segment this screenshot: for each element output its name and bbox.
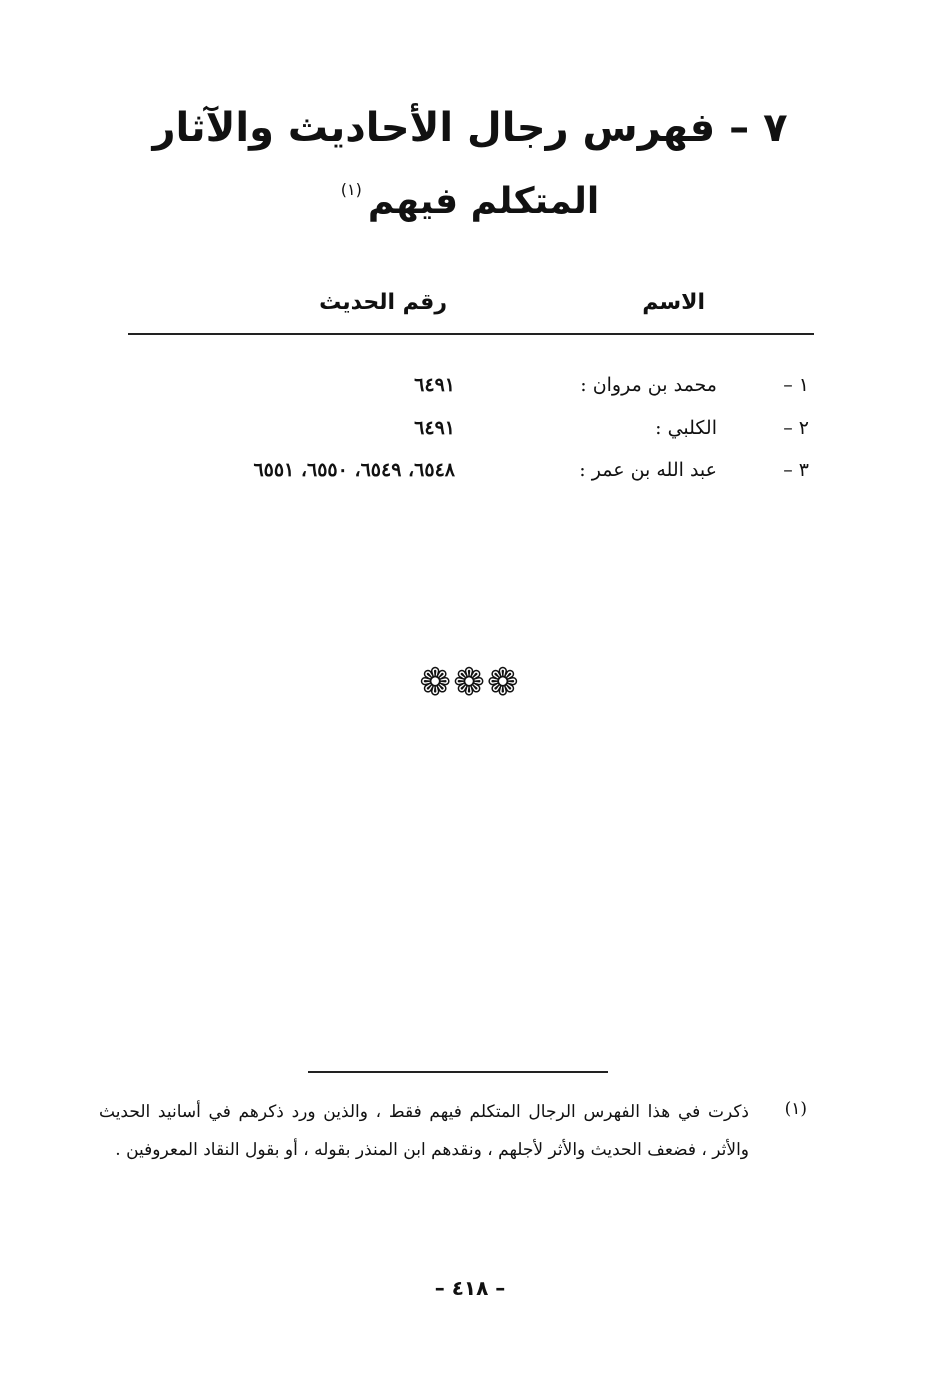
footnote-divider bbox=[308, 1071, 608, 1073]
narrator-name: عبد الله بن عمر : bbox=[579, 459, 717, 481]
page-number: – ٤١٨ – bbox=[434, 1276, 506, 1300]
row-number: ١ – bbox=[783, 374, 809, 396]
narrator-name: الكلبي : bbox=[655, 417, 717, 439]
footnote-marker: (١) bbox=[784, 1099, 807, 1119]
index-subtitle-text: المتكلم فيهم bbox=[367, 181, 600, 222]
hadith-references: ٦٥٤٨، ٦٥٤٩، ٦٥٥٠، ٦٥٥١ bbox=[253, 459, 455, 481]
hadith-references: ٦٤٩١ bbox=[414, 417, 455, 439]
footnote-reference[interactable]: (١) bbox=[340, 180, 362, 199]
column-header-name: الاسم bbox=[642, 290, 705, 315]
table-row bbox=[0, 452, 941, 488]
table-row bbox=[0, 410, 941, 446]
hadith-references: ٦٤٩١ bbox=[414, 374, 455, 396]
index-subtitle bbox=[150, 164, 790, 228]
index-title: ٧ – فهرس رجال الأحاديث والآثار bbox=[152, 105, 788, 151]
row-number: ٣ – bbox=[783, 459, 809, 481]
row-number: ٢ – bbox=[783, 417, 809, 439]
header-divider bbox=[128, 333, 814, 335]
footnote-text: ذكرت في هذا الفهرس الرجال المتكلم فيهم فقط ، والذين ورد ذكرهم في أسانيد الحديث والأثر ، فضعف الحديث والأثر لأجلهم ، ونقدهم ابن المنذر بقوله ، أو بقول النقاد المعروفين . bbox=[99, 1102, 749, 1160]
column-header-hadith-number: رقم الحديث bbox=[319, 290, 447, 315]
table-row bbox=[0, 367, 941, 403]
flower-ornament-icon: ❁❁❁ bbox=[419, 660, 521, 704]
narrator-name: محمد بن مروان : bbox=[580, 374, 717, 396]
